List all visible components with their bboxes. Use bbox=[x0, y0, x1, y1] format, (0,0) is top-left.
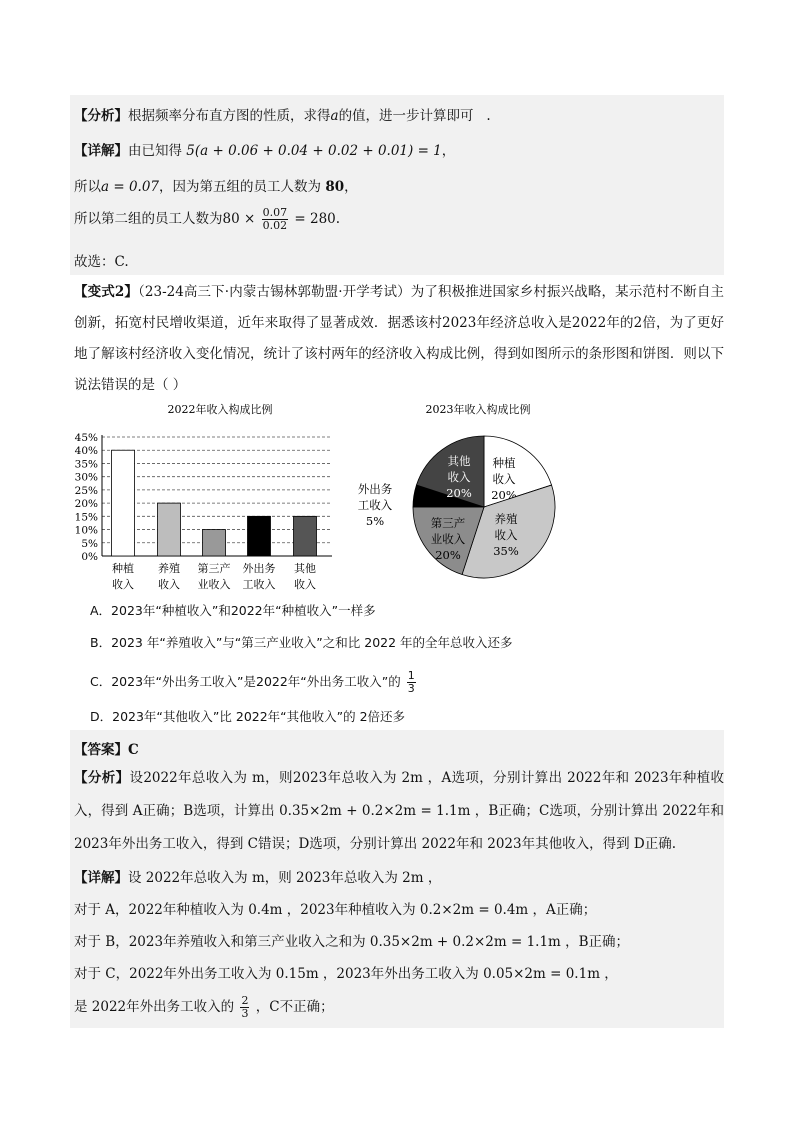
detail2-line1: 【详解】设 2022年总收入为 m，则 2023年总收入为 2m ， bbox=[74, 870, 442, 886]
option-d[interactable]: D．2023年“其他收入”比 2022年“其他收入”的 2倍还多 bbox=[90, 709, 406, 724]
choose-line: 故选：C. bbox=[74, 254, 129, 270]
analysis-line: 【分析】根据频率分布直方图的性质，求得a的值，进一步计算即可 . bbox=[74, 108, 491, 124]
option-b[interactable]: B．2023 年“养殖收入”与“第三产业收入”之和比 2022 年的全年总收入还多 bbox=[90, 635, 513, 650]
pie-chart-title: 2023年收入构成比例 bbox=[425, 403, 531, 416]
fraction: $\frac{0.07}{0.02}$ bbox=[262, 206, 288, 232]
y-tick-label: 20% bbox=[74, 498, 98, 511]
x-tick-label: 收入 bbox=[158, 578, 180, 591]
bar bbox=[248, 516, 271, 556]
detail2-line2: 对于 A，2022年种植收入为 0.4m ，2023年种植收入为 0.2×2m = 0.4m ，A正确； bbox=[74, 902, 597, 918]
answer-value: C bbox=[128, 742, 139, 758]
analysis-tag: 【分析】 bbox=[74, 108, 128, 124]
slice-label: 收入 bbox=[494, 528, 518, 542]
x-tick-label: 工收入 bbox=[242, 578, 276, 591]
analysis2-tag: 【分析】 bbox=[74, 770, 130, 786]
detail2-tag: 【详解】 bbox=[74, 870, 128, 886]
slice-label: 第三产 bbox=[430, 516, 466, 530]
y-tick-label: 45% bbox=[74, 432, 98, 444]
option-c[interactable]: C．2023年“外出务工收入”是2022年“外出务工收入”的 $\frac{1}{3}$ bbox=[90, 669, 415, 695]
x-tick-label: 收入 bbox=[112, 578, 134, 591]
slice-label: 20% bbox=[491, 488, 517, 502]
bar bbox=[112, 450, 135, 556]
detail-line: 【详解】由已知得 5(a + 0.06 + 0.04 + 0.02 + 0.01) = 1， bbox=[74, 143, 456, 159]
bar bbox=[158, 503, 181, 556]
slice-label: 收入 bbox=[492, 472, 516, 486]
option-c-fraction: $\frac{1}{3}$ bbox=[407, 669, 415, 695]
y-tick-label: 35% bbox=[74, 458, 98, 471]
slice-label: 收入 bbox=[447, 470, 471, 484]
detail2-line4: 对于 C，2022年外出务工收入为 0.15m ，2023年外出务工收入为 0.05×2m = 0.1m ， bbox=[74, 966, 618, 982]
slice-label: 外出务 bbox=[357, 482, 393, 496]
bar-chart-2022 bbox=[70, 395, 350, 595]
slice-label: 其他 bbox=[447, 454, 471, 468]
x-tick-label: 业收入 bbox=[197, 578, 231, 591]
y-tick-label: 15% bbox=[74, 511, 98, 524]
pie-chart-2023 bbox=[350, 395, 580, 590]
x-tick-label: 第三产 bbox=[197, 562, 231, 575]
slice-label: 工收入 bbox=[357, 498, 393, 512]
y-tick-label: 5% bbox=[81, 537, 98, 550]
answer-line bbox=[74, 738, 139, 758]
x-tick-label: 外出务 bbox=[242, 562, 276, 575]
second-group-line: 所以第二组的员工人数为80 × $\frac{0.07}{0.02}$ = 280. bbox=[74, 206, 341, 232]
detail-tag: 【详解】 bbox=[74, 143, 128, 159]
slice-label: 养殖 bbox=[494, 512, 518, 526]
problem-tag: 【变式2】 bbox=[74, 284, 139, 300]
slice-label: 种植 bbox=[492, 456, 516, 470]
x-tick-label: 种植 bbox=[112, 562, 134, 575]
x-tick-label: 其他 bbox=[294, 562, 316, 575]
slice-label: 35% bbox=[493, 544, 519, 558]
detail2-line3: 对于 B，2023年养殖收入和第三产业收入之和为 0.35×2m + 0.2×2m = 1.1m ，B正确； bbox=[74, 934, 630, 950]
x-tick-label: 养殖 bbox=[158, 562, 180, 575]
y-tick-label: 40% bbox=[74, 445, 98, 458]
problem-text: 【变式2】（23-24高三下·内蒙古锡林郭勒盟·开学考试）为了积极推进国家乡村振兴战略，某示范村不断自主创新，拓宽村民增收渠道，近年来取得了显著成效．据悉该村2023年经济总收入是2022年的2倍，为了更好地了解该村经济收入变化情况，统计了该村两年的经济收入构成比例，得到如图所示的条形图和饼图．则以下说法错误的是（ ） bbox=[74, 284, 725, 393]
answer-tag: 【答案】 bbox=[74, 742, 128, 758]
option-a[interactable]: A．2023年“种植收入”和2022年“种植收入”一样多 bbox=[90, 603, 376, 618]
slice-label: 20% bbox=[435, 548, 461, 562]
bar bbox=[203, 530, 226, 556]
y-tick-label: 0% bbox=[81, 551, 98, 563]
y-tick-label: 30% bbox=[74, 471, 98, 484]
y-tick-label: 10% bbox=[74, 524, 98, 537]
bar-chart-title: 2022年收入构成比例 bbox=[167, 403, 273, 416]
x-tick-label: 收入 bbox=[294, 578, 316, 591]
slice-label: 20% bbox=[446, 486, 472, 500]
problem-source: （23-24高三下·内蒙古锡林郭勒盟·开学考试） bbox=[138, 284, 411, 300]
solve-a-line: 所以a = 0.07，因为第五组的员工人数为 80， bbox=[74, 179, 358, 195]
slice-label: 5% bbox=[365, 514, 385, 528]
detail2-line5: 是 2022年外出务工收入的 $\frac{2}{3}$ ，C不正确； bbox=[74, 994, 334, 1020]
bar bbox=[294, 516, 317, 556]
slice-label: 业收入 bbox=[430, 532, 466, 546]
y-tick-label: 25% bbox=[74, 484, 98, 497]
equation: 5(a + 0.06 + 0.04 + 0.02 + 0.01) = 1 bbox=[186, 143, 442, 159]
detail2-fraction: $\frac{2}{3}$ bbox=[241, 994, 249, 1020]
analysis2-text: 【分析】设2022年总收入为 m，则2023年总收入为 2m ，A选项，分别计算出 2022年和 2023年种植收入，得到 A正确；B选项，计算出 0.35×2m + 0.2×2m = 1.1m ，B正确；C选项，分别计算出 2022年和 2023年外出务工收入，得到 C错误；D选项，分别计算出 2022年和 2023年其他收入，得到 D正确. bbox=[74, 770, 725, 852]
